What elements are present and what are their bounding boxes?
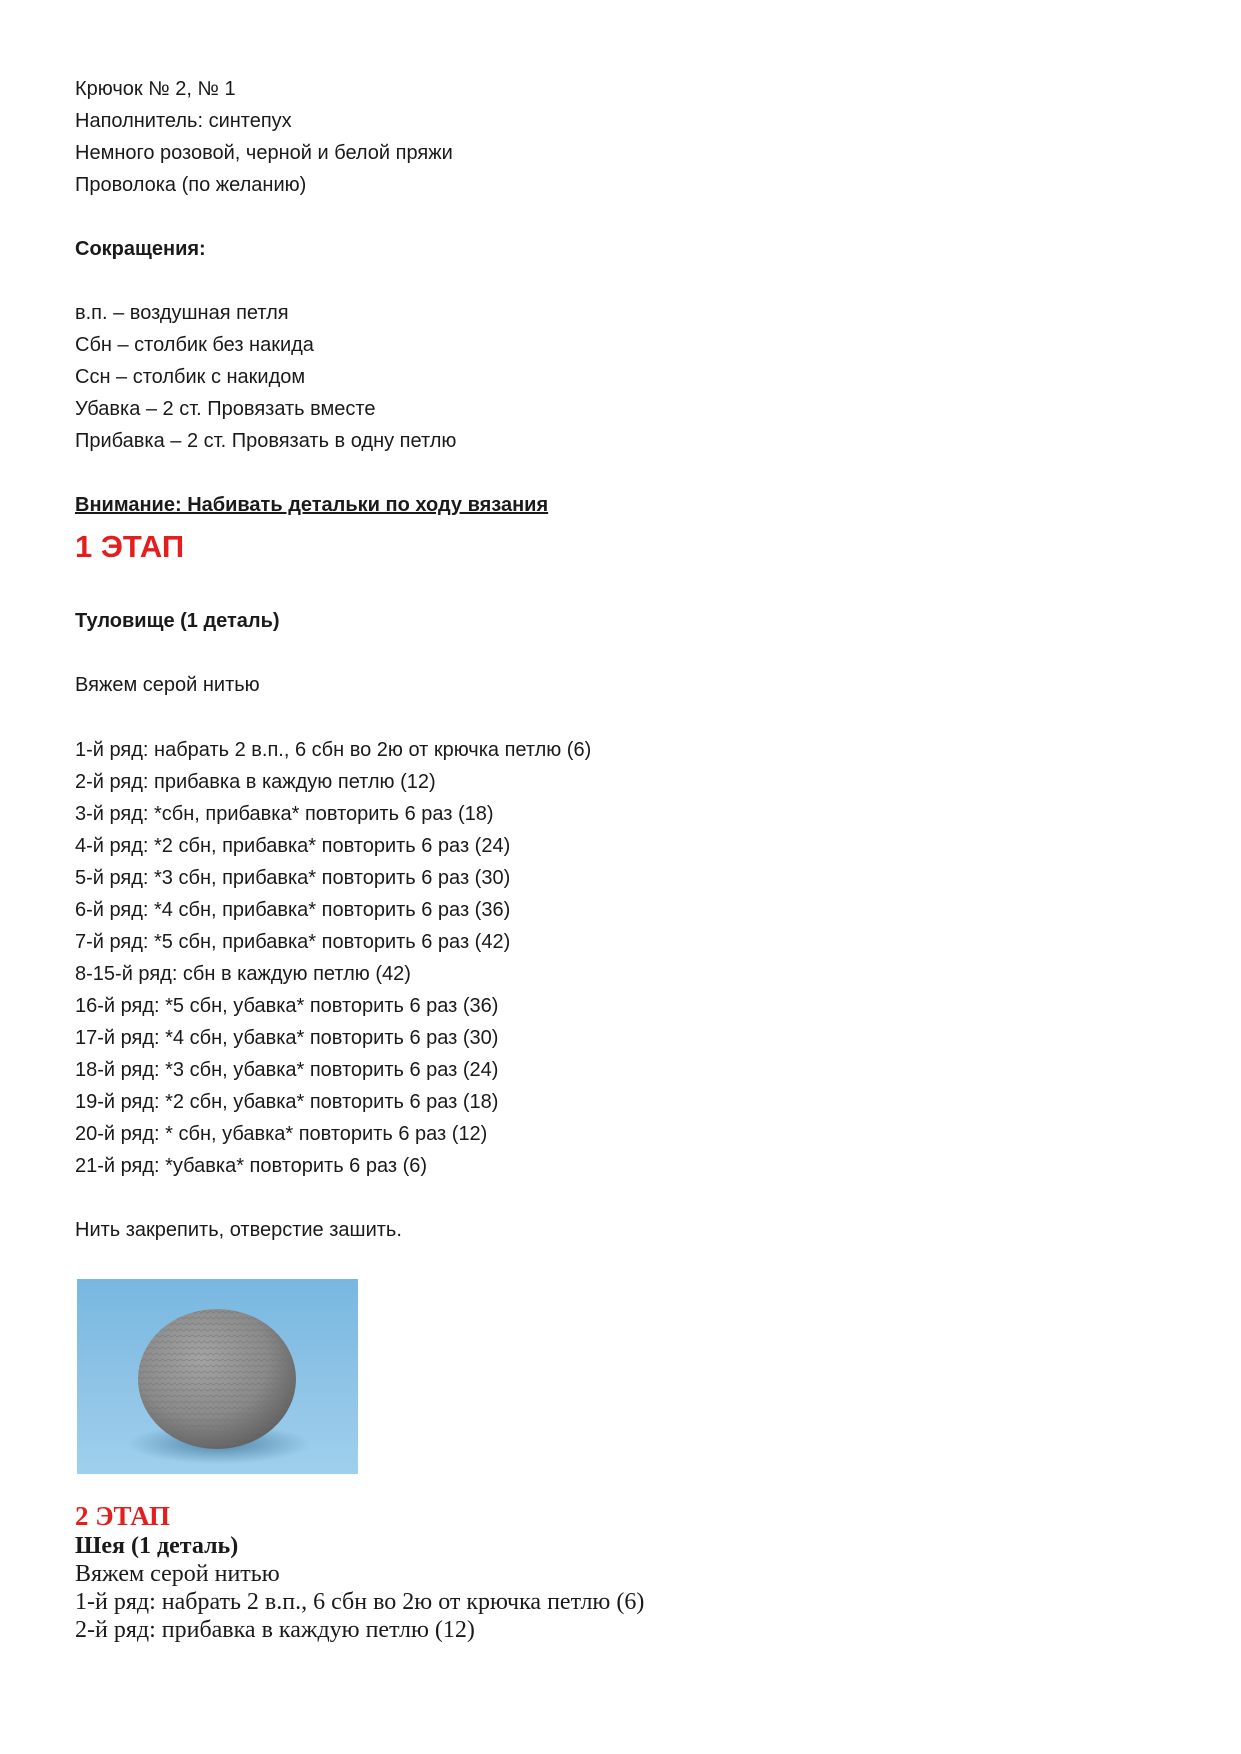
material-yarn: Немного розовой, черной и белой пряжи [75, 142, 453, 164]
stage-1-heading: 1 ЭТАП [75, 529, 185, 564]
abbreviation-item: Сбн – столбик без накида [75, 334, 314, 356]
abbreviation-item: Прибавка – 2 ст. Провязать в одну петлю [75, 430, 457, 452]
stage-2-yarn: Вяжем серой нитью [75, 1561, 280, 1587]
material-hook: Крючок № 2, № 1 [75, 78, 236, 100]
pattern-row: 2-й ряд: прибавка в каждую петлю (12) [75, 1617, 475, 1643]
stage-2-part: Шея (1 деталь) [75, 1533, 239, 1559]
pattern-row: 21-й ряд: *убавка* повторить 6 раз (6) [75, 1155, 428, 1177]
pattern-row: 4-й ряд: *2 сбн, прибавка* повторить 6 раз (24) [75, 835, 511, 857]
pattern-row: 6-й ряд: *4 сбн, прибавка* повторить 6 раз (36) [75, 899, 511, 921]
abbreviation-item: Убавка – 2 ст. Провязать вместе [75, 398, 376, 420]
pattern-row: 17-й ряд: *4 сбн, убавка* повторить 6 раз (30) [75, 1027, 499, 1049]
yarn-ball-image [77, 1279, 358, 1474]
body-photo [77, 1279, 358, 1474]
material-filler: Наполнитель: синтепух [75, 110, 292, 132]
stage-1-finish: Нить закрепить, отверстие зашить. [75, 1219, 402, 1241]
abbreviation-item: Ссн – столбик с накидом [75, 366, 306, 388]
abbreviation-item: в.п. – воздушная петля [75, 302, 289, 324]
stage-1-yarn: Вяжем серой нитью [75, 674, 260, 696]
material-wire: Проволока (по желанию) [75, 174, 307, 196]
attention-note: Внимание: Набивать детальки по ходу вязания [75, 494, 549, 516]
pattern-row: 16-й ряд: *5 сбн, убавка* повторить 6 раз (36) [75, 995, 499, 1017]
pattern-row: 20-й ряд: * сбн, убавка* повторить 6 раз (12) [75, 1123, 488, 1145]
pattern-row: 18-й ряд: *3 сбн, убавка* повторить 6 раз (24) [75, 1059, 499, 1081]
pattern-row: 2-й ряд: прибавка в каждую петлю (12) [75, 771, 436, 793]
abbreviations-title: Сокращения: [75, 238, 206, 260]
pattern-row: 3-й ряд: *сбн, прибавка* повторить 6 раз (18) [75, 803, 494, 825]
pattern-row: 19-й ряд: *2 сбн, убавка* повторить 6 раз (18) [75, 1091, 499, 1113]
pattern-row: 7-й ряд: *5 сбн, прибавка* повторить 6 раз (42) [75, 931, 511, 953]
pattern-row: 1-й ряд: набрать 2 в.п., 6 сбн во 2ю от крючка петлю (6) [75, 739, 592, 761]
stage-2-heading: 2 ЭТАП [75, 1501, 171, 1531]
pattern-row: 8-15-й ряд: сбн в каждую петлю (42) [75, 963, 411, 985]
pattern-row: 1-й ряд: набрать 2 в.п., 6 сбн во 2ю от крючка петлю (6) [75, 1589, 645, 1615]
pattern-row: 5-й ряд: *3 сбн, прибавка* повторить 6 раз (30) [75, 867, 511, 889]
stage-1-part: Туловище (1 деталь) [75, 610, 280, 632]
